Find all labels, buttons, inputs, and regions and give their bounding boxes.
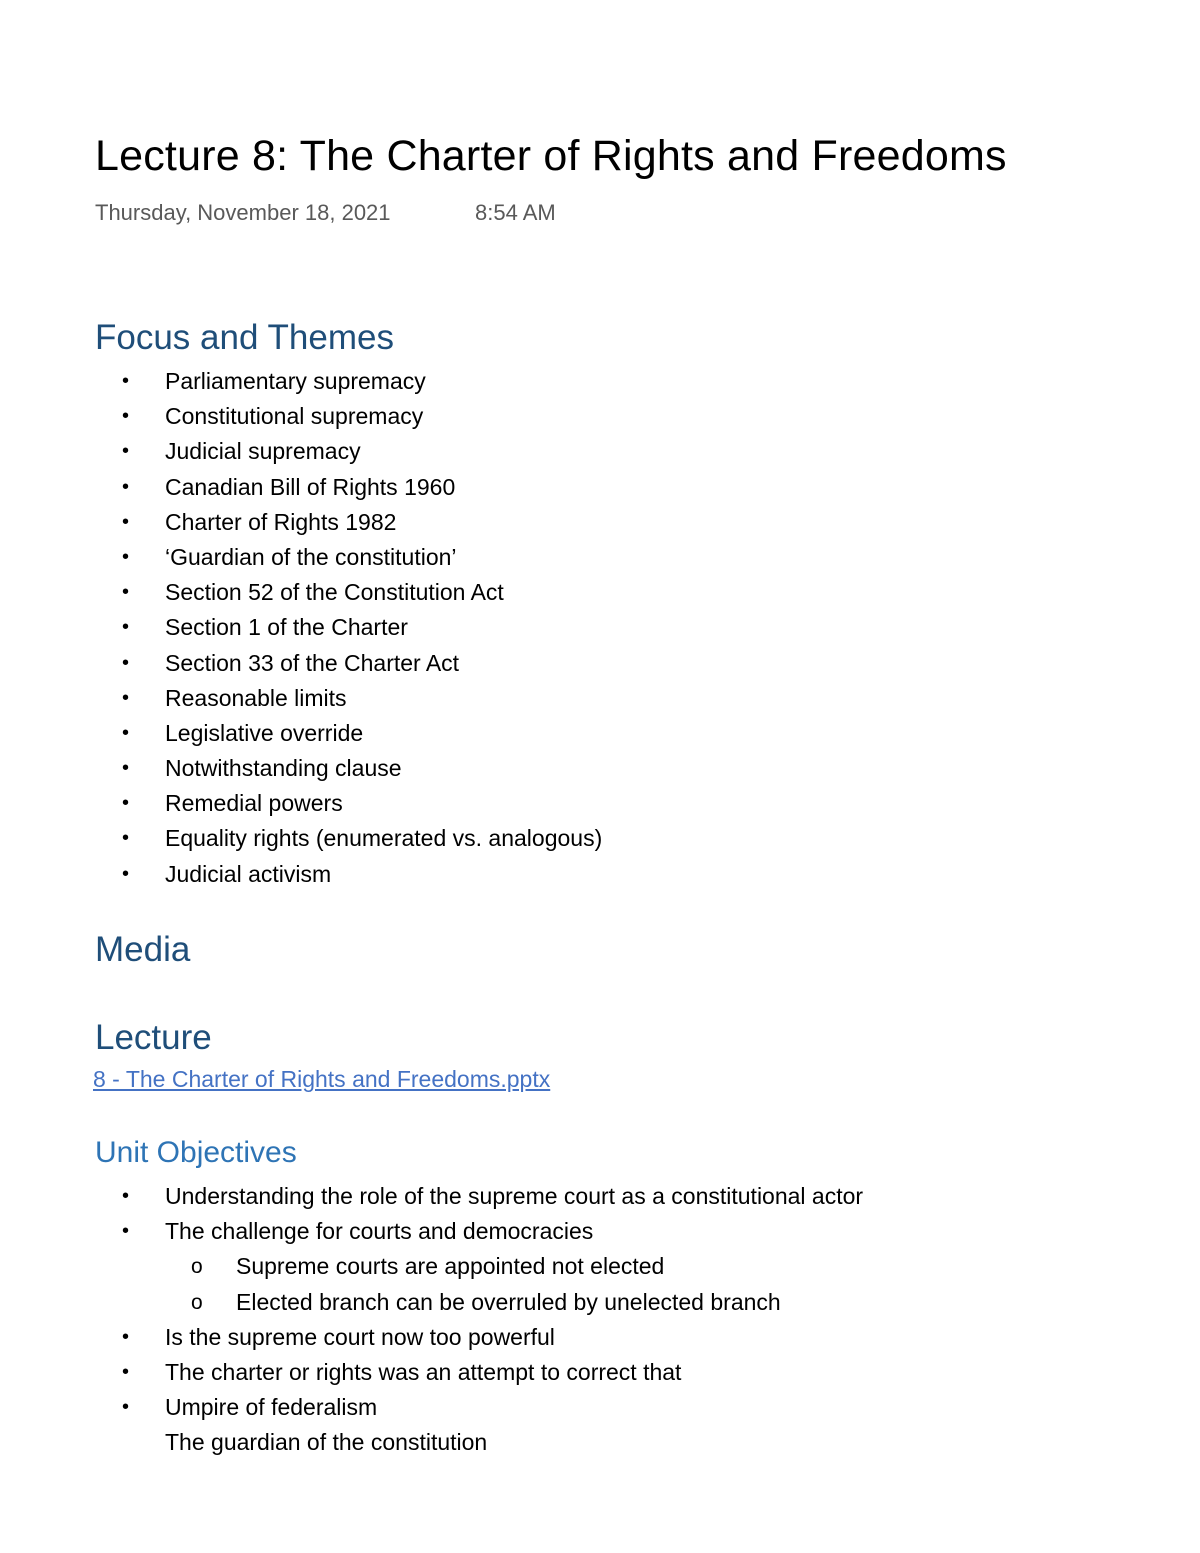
bullet-icon: • <box>122 475 130 498</box>
circle-bullet-icon: o <box>191 1255 203 1279</box>
bullet-icon: • <box>122 581 130 604</box>
bullet-icon: • <box>122 440 130 463</box>
page-time: 8:54 AM <box>475 200 556 225</box>
bullet-icon: • <box>122 616 130 639</box>
bullet-icon: • <box>122 792 130 815</box>
bullet-icon: • <box>122 1396 130 1419</box>
bullet-icon: • <box>122 651 130 674</box>
media-heading: Media <box>95 930 191 969</box>
bullet-icon: • <box>122 370 130 392</box>
bullet-icon: • <box>122 862 130 885</box>
page-title: Lecture 8: The Charter of Rights and Freedoms <box>95 132 1007 180</box>
circle-bullet-icon: o <box>191 1290 203 1314</box>
bullet-icon: • <box>122 1185 130 1207</box>
bullet-icon: • <box>122 545 130 568</box>
bullet-icon: • <box>122 510 130 533</box>
objectives-heading: Unit Objectives <box>95 1136 297 1169</box>
list-item: The guardian of the constitution <box>165 1429 488 1455</box>
bullet-icon: • <box>122 757 130 780</box>
lecture-heading: Lecture <box>95 1018 212 1057</box>
bullet-icon: • <box>122 1360 130 1383</box>
bullet-icon: • <box>122 1325 130 1348</box>
focus-heading: Focus and Themes <box>95 318 394 357</box>
page-metadata <box>95 200 556 226</box>
objectives-list-cut <box>0 1425 1200 1460</box>
bullet-icon: • <box>122 405 130 428</box>
document-page: Lecture 8: The Charter of Rights and Freedoms Thursday, November 18, 2021 8:54 AM Focus and Themes • Parliamentary supremacy • Constitutional supremacy • Judicial supremacy • Canadian Bill of Rights 1960 • Charter of Rights 1982 • ‘Guardian of the constitution’ • Section 52 of the Constitution Act • Section 1 of the Charter • Section 33 of the Charter Act • Reasonable limits • Legislative override • Notwithstanding clause • Remedial powers • Equality rights (enumerated vs. analogous) • Judicial activism Media Lecture 8 - The Charter of Rights and Freedoms.pptx Unit Objectives • Understanding the role of the supreme court as a constitutional actor • The challenge for courts and democracies o Supreme courts are appointed not elected o Elected branch can be overruled by unelected branch • Is the supreme court now too powerful • The charter or rights was an attempt to correct that • Umpire of federalism The guardian of the constitution <box>0 0 1200 1553</box>
page-date: Thursday, November 18, 2021 <box>95 200 391 225</box>
bullet-icon: • <box>122 827 130 850</box>
bullet-icon: • <box>122 686 130 709</box>
truncated-line <box>0 1425 1200 1455</box>
bullet-icon: • <box>122 1220 130 1243</box>
lecture-file-link[interactable]: 8 - The Charter of Rights and Freedoms.pptx <box>93 1066 551 1092</box>
bullet-icon: • <box>122 721 130 744</box>
